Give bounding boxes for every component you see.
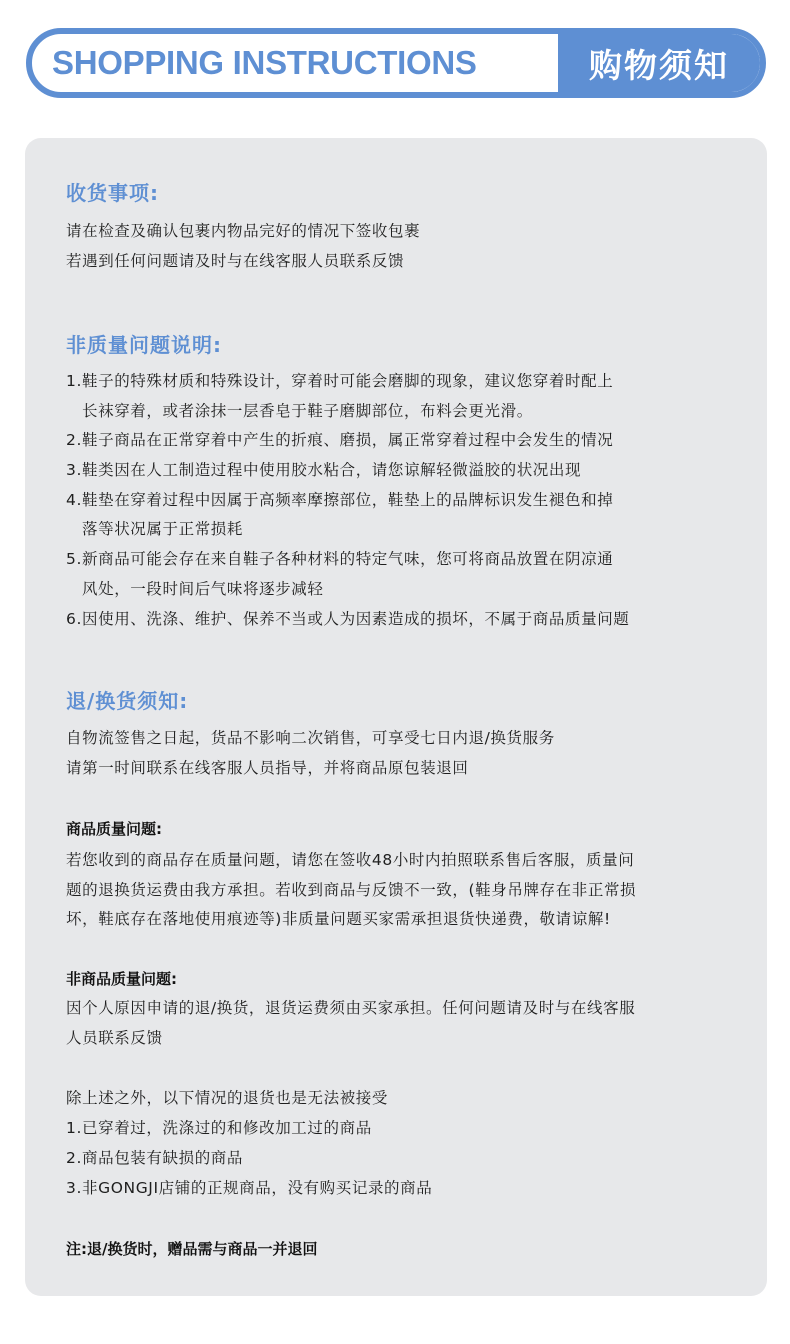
exclusions-intro: 除上述之外，以下情况的退货也是无法被接受 [66,1089,389,1107]
non-quality-line: 落等状况属于正常损耗 [82,520,244,538]
non-quality-line: 3.鞋类因在人工制造过程中使用胶水粘合，请您谅解轻微溢胶的状况出现 [66,461,582,479]
quality-issue-line: 若您收到的商品存在质量问题，请您在签收48小时内拍照联系售后客服，质量问 [66,851,635,869]
non-quality-line: 4.鞋垫在穿着过程中因属于高频率摩擦部位，鞋垫上的品牌标识发生褪色和掉 [66,491,614,509]
non-quality-line: 2.鞋子商品在正常穿着中产生的折痕、磨损，属正常穿着过程中会发生的情况 [66,431,614,449]
quality-issue-heading: 商品质量问题: [66,820,162,838]
return-note: 注:退/换货时，赠品需与商品一并退回 [66,1240,318,1258]
exclusion-item: 1.已穿着过，洗涤过的和修改加工过的商品 [66,1119,372,1137]
exclusion-item: 3.非GONGJI店铺的正规商品，没有购买记录的商品 [66,1179,433,1197]
non-quality-line: 长袜穿着，或者涂抹一层香皂于鞋子磨脚部位，布料会更光滑。 [82,402,533,420]
non-quality-line: 6.因使用、洗涤、维护、保养不当或人为因素造成的损坏，不属于商品质量问题 [66,610,630,628]
non-quality-issue-heading: 非商品质量问题: [66,970,177,988]
returns-heading: 退/换货须知: [66,689,189,713]
receipt-line: 若遇到任何问题请及时与在线客服人员联系反馈 [66,252,405,270]
quality-issue-line: 坏，鞋底存在落地使用痕迹等)非质量问题买家需承担退货快递费，敬请谅解! [66,910,611,928]
returns-line: 自物流签售之日起，货品不影响二次销售，可享受七日内退/换货服务 [66,729,555,747]
non-quality-issue-line: 因个人原因申请的退/换货，退货运费须由买家承担。任何问题请及时与在线客服 [66,999,636,1017]
banner-title-en: SHOPPING INSTRUCTIONS [52,44,477,81]
quality-issue-line: 题的退换货运费由我方承担。若收到商品与反馈不一致，(鞋身吊牌存在非正常损 [66,881,637,899]
receipt-line: 请在检查及确认包裹内物品完好的情况下签收包裹 [66,222,421,240]
non-quality-issue-line: 人员联系反馈 [66,1029,163,1047]
non-quality-line: 1.鞋子的特殊材质和特殊设计，穿着时可能会磨脚的现象，建议您穿着时配上 [66,372,614,390]
returns-line: 请第一时间联系在线客服人员指导，并将商品原包装退回 [66,759,469,777]
non-quality-line: 风处，一段时间后气味将逐步减轻 [82,580,324,598]
non-quality-heading: 非质量问题说明: [66,333,222,357]
non-quality-line: 5.新商品可能会存在来自鞋子各种材料的特定气味，您可将商品放置在阴凉通 [66,550,614,568]
exclusion-item: 2.商品包装有缺损的商品 [66,1149,243,1167]
banner-title-zh: 购物须知 [558,34,760,92]
receipt-heading: 收货事项: [66,181,159,205]
header-banner [26,28,766,98]
